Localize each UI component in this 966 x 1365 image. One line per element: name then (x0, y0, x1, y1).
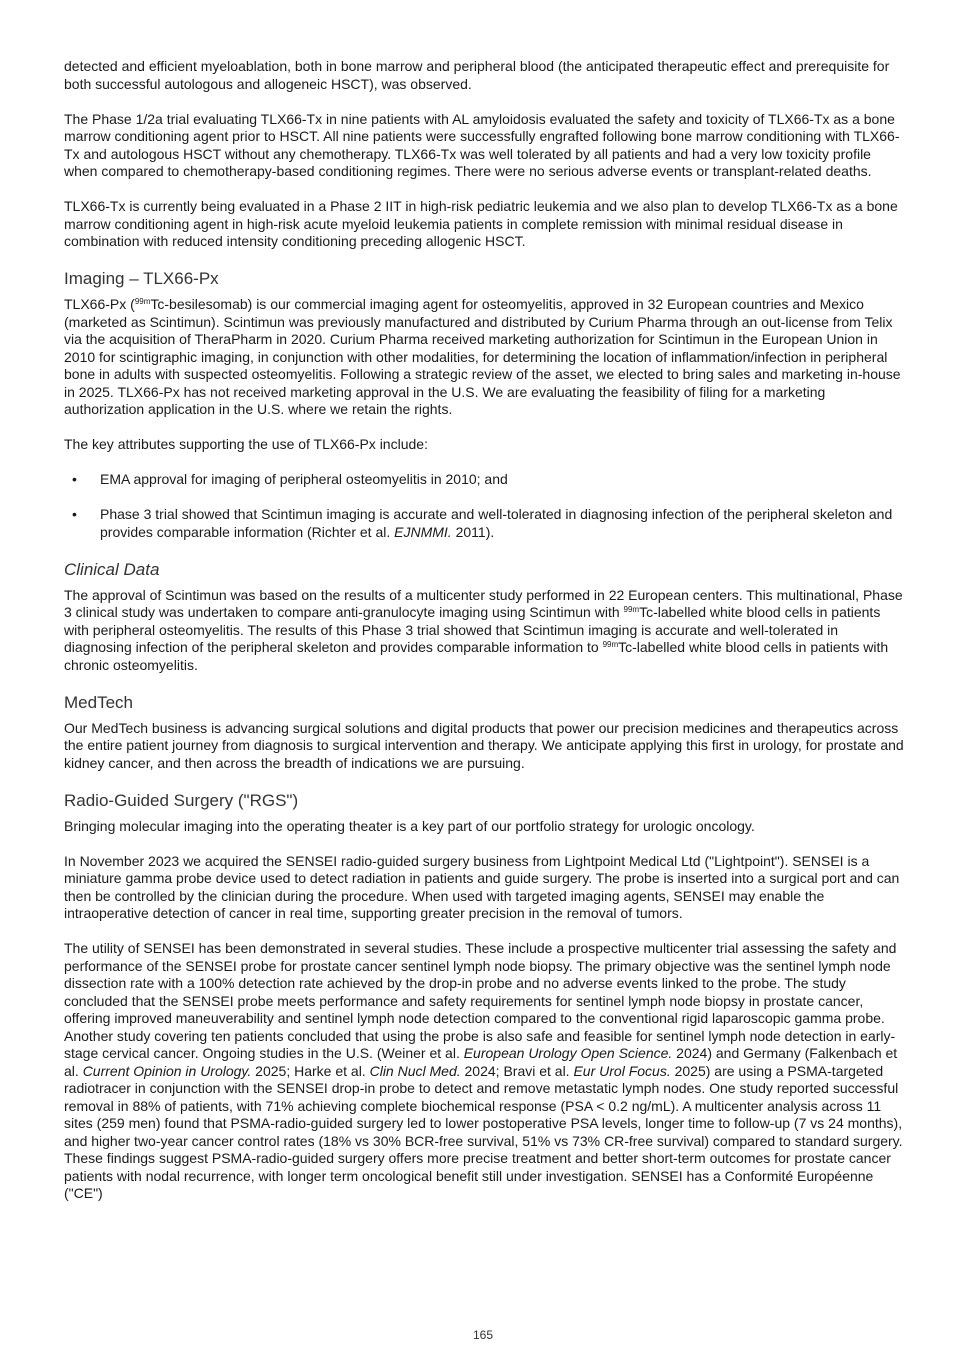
list-item: • EMA approval for imaging of peripheral osteomyelitis in 2010; and (64, 471, 906, 489)
paragraph-intro-end: detected and efficient myeloablation, both in bone marrow and peripheral blood (the anticipated therapeutic effect and prerequisite for both successful autologous and allogeneic HSCT), was observed. (64, 58, 890, 92)
studies-text-part: 2024; Bravi et al. (460, 1062, 574, 1079)
journal-citation: European Urology Open Science. (463, 1045, 673, 1061)
clinical-text-part: Tc-labelled white blood cells in patients with peripheral osteomyelitis. The results of this Phase 3 trial showed that Scintimun imaging is accurate and well-tolerated in diagnosing infection of the peripheral skeleton and provides comparable information to (64, 604, 881, 655)
bullet-text-part: 2011). (451, 523, 495, 540)
paragraph-clinical-data (64, 587, 906, 675)
studies-text-part: The utility of SENSEI has been demonstrated in several studies. These include a prospective multicenter trial assessing the safety and performance of the SENSEI probe for prostate cancer sentinel lymph node biopsy. The primary objective was the sentinel lymph node dissection rate with a 100% detection rate achieved by the drop-in probe and no adverse events linked to the probe. The study concluded that the SENSEI probe meets performance and safety requirements for sentinel lymph node biopsy in prostate cancer, offering improved maneuverability and sentinel lymph node detection compared to the conventional rigid laparoscopic gamma probe. Another study covering ten patients concluded that using the probe is also safe and feasible for sentinel lymph node detection in early-stage cervical cancer. Ongoing studies in the U.S. (Weiner et al. (64, 940, 897, 1061)
studies-text-part: 2025; Harke et al. (251, 1062, 370, 1079)
journal-citation: EJNMMI. (394, 523, 452, 540)
journal-citation: Current Opinion in Urology. (82, 1062, 252, 1079)
paragraph-sensei-studies (64, 940, 906, 1203)
imaging-text-part: Tc-besilesomab) is our commercial imaging agent for osteomyelitis, approved in 32 European countries and Mexico (marketed as Scintimun). Scintimun was previously manufactured and distributed by Curium Pharma through an out-license from Telix via the acquisition of TheraPharm in 2020. Curium Pharma received marketing authorization for Scintimun in the European Union in 2010 for scintigraphic imaging, in conjunction with other modalities, for determining the location of inflammation/infection in peripheral bone in adults with suspected osteomyelitis. Following a strategic review of the asset, we elected to bring sales and marketing in-house in 2025. TLX66-Px has not received marketing approval in the U.S. We are evaluating the feasibility of filing for a marketing authorization application in the U.S. where we retain the rights. (64, 296, 901, 417)
heading-medtech: MedTech (64, 692, 133, 712)
heading-imaging: Imaging – TLX66-Px (64, 269, 219, 288)
paragraph-imaging-overview (64, 296, 906, 419)
imaging-text-part: TLX66-Px ( (64, 296, 135, 312)
journal-citation: Clin Nucl Med. (369, 1062, 461, 1079)
list-item (64, 506, 906, 541)
key-attributes-list (64, 471, 906, 541)
heading-clinical-data: Clinical Data (64, 559, 160, 579)
paragraph-medtech: Our MedTech business is advancing surgical solutions and digital products that power our precision medicines and therapeutics across the entire patient journey from diagnosis to surgical intervention and therapy. We anticipate applying this first in urology, for prostate and kidney cancer, and then across the breadth of indications we are pursuing. (64, 719, 904, 771)
bullet-text-part: Phase 3 trial showed that Scintimun imaging is accurate and well-tolerated in diagnosing infection of the peripheral skeleton and provides comparable information (Richter et al. (100, 506, 893, 540)
paragraph-sensei-acquisition: In November 2023 we acquired the SENSEI radio-guided surgery business from Lightpoint Medical Ltd ("Lightpoint"). SENSEI is a miniature gamma probe device used to detect radiation in patients and guide surgery. The probe is inserted into a surgical port and can then be controlled by the clinician during the procedure. When used with targeted imaging agents, SENSEI may enable the intraoperative detection of cancer in real time, supporting greater precision in the removal of tumors. (64, 852, 900, 921)
page-content (64, 58, 906, 1220)
studies-text-part: 2024) and Germany (Falkenbach et al. (64, 1045, 898, 1079)
studies-text-part: 2025) are using a PSMA-targeted radiotracer in conjunction with the SENSEI drop-in probe to detect and remove metastatic lymph nodes. One study reported successful removal in 88% of patients, with 71% achieving complete biochemical response (PSA < 0.2 ng/mL). A multicenter analysis across 11 sites (259 men) found that PSMA-radio-guided surgery led to lower postoperative PSA levels, longer time to follow-up (7 vs 24 months), and higher two-year cancer control rates (18% vs 30% BCR-free survival, 51% vs 73% CR-free survival) compared to standard surgery. These findings suggest PSMA-radio-guided surgery offers more precise treatment and better short-term outcomes for prostate cancer patients with nodal recurrence, with longer term oncological benefit still under investigation. SENSEI has a Conformité Européenne ("CE") (64, 1062, 903, 1201)
isotope-superscript: 99m (623, 605, 640, 614)
paragraph-phase-2-iit: TLX66-Tx is currently being evaluated in a Phase 2 IIT in high-risk pediatric leukemia and we also plan to develop TLX66-Tx as a bone marrow conditioning agent in high-risk acute myeloid leukemia patients in complete remission with minimal residual disease in combination with reduced intensity conditioning preceding allogenic HSCT. (64, 198, 898, 249)
clinical-text-part: Tc-labelled white blood cells in patients with chronic osteomyelitis. (64, 639, 889, 673)
page-number: 165 (472, 1328, 494, 1342)
paragraph-key-attributes: The key attributes supporting the use of TLX66-Px include: (64, 436, 428, 452)
isotope-superscript: 99m (602, 640, 619, 649)
paragraph-rgs-intro: Bringing molecular imaging into the operating theater is a key part of our portfolio strategy for urologic oncology. (64, 817, 755, 834)
journal-citation: Eur Urol Focus. (573, 1062, 671, 1079)
isotope-superscript: 99m (134, 297, 151, 306)
clinical-text-part: The approval of Scintimun was based on the results of a multicenter study performed in 22 European centers. This multinational, Phase 3 clinical study was undertaken to compare anti-granulocyte imaging using Scintimun with (64, 586, 903, 620)
heading-radio-guided-surgery: Radio-Guided Surgery ("RGS") (64, 790, 299, 810)
paragraph-phase-1-2a-trial: The Phase 1/2a trial evaluating TLX66-Tx in nine patients with AL amyloidosis evaluated the safety and toxicity of TLX66-Tx as a bone marrow conditioning agent prior to HSCT. All nine patients were successfully engrafted following bone marrow conditioning with TLX66-Tx and autologous HSCT without any chemotherapy. TLX66-Tx was well tolerated by all patients and had a very low toxicity profile when compared to chemotherapy-based conditioning regimes. There were no serious adverse events or transplant-related deaths. (64, 110, 900, 179)
